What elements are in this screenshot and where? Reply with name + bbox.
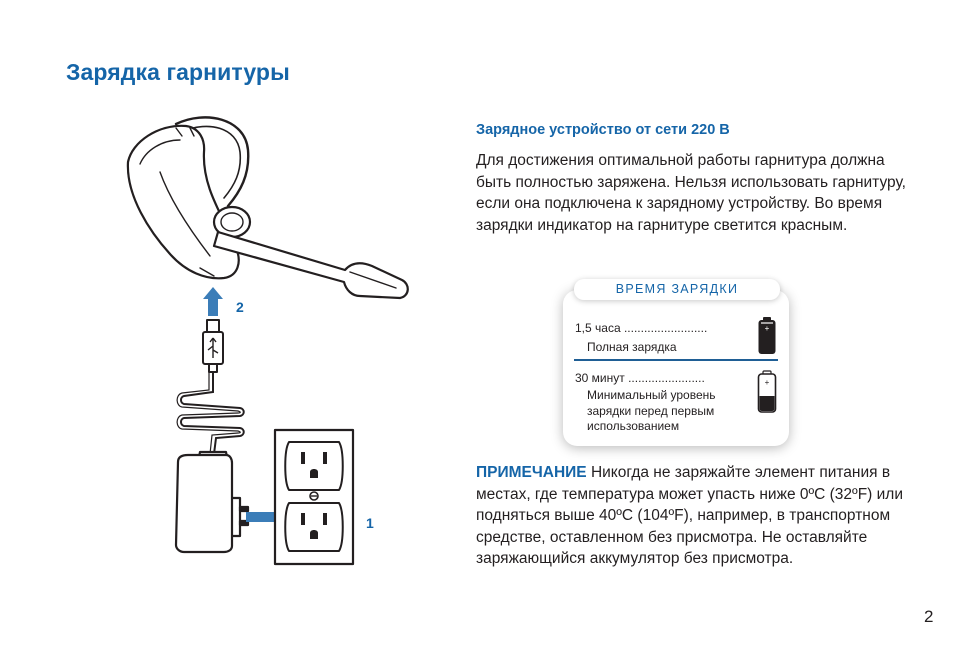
- charging-illustration: [120, 112, 420, 572]
- usb-plug-icon: [203, 320, 223, 372]
- charge-row-time: 30 минут .......................: [575, 371, 705, 385]
- page-number: 2: [924, 607, 934, 626]
- charge-row-description: Полная зарядка: [587, 340, 677, 354]
- charge-row-description: Минимальный уровень зарядки перед первым использованием: [587, 388, 716, 433]
- charger-heading: Зарядное устройство от сети 220 В: [476, 122, 730, 138]
- note-text: Никогда не заряжайте элемент питания в местах, где температура может упасть ниже 0ºC (32ºF) или подняться выше 40ºC (104ºF), например, в транспортном средстве, оставленном без присмотра. Не оставляйте заряжающийся аккумулятор без присмотра.: [476, 464, 904, 568]
- page-title: Зарядка гарнитуры: [66, 59, 290, 85]
- svg-text:+: +: [764, 378, 770, 387]
- charging-time-header: ВРЕМЯ ЗАРЯДКИ: [574, 279, 780, 300]
- step-2-label: 2: [236, 299, 244, 315]
- step-1-label: 1: [366, 515, 374, 531]
- row-divider: [574, 359, 778, 361]
- charger-paragraph: Для достижения оптимальной работы гарнитура должна быть полностью заряжена. Нельзя использовать гарнитуру, если она подключена к зарядному устройству. Во время зарядки индикатор на гарнитуре светится красным.: [476, 152, 906, 234]
- charge-row-time: 1,5 часа .........................: [575, 321, 708, 335]
- arrow-up-icon: [203, 287, 223, 316]
- wall-charger-icon: [176, 452, 248, 552]
- note-label: ПРИМЕЧАНИЕ: [476, 464, 587, 481]
- cable-icon: [177, 372, 244, 454]
- headset-icon: [128, 117, 408, 298]
- power-outlet-icon: [275, 430, 353, 564]
- svg-text:+: +: [764, 324, 770, 333]
- battery-partial-icon: [757, 370, 777, 414]
- battery-full-icon: [757, 316, 777, 356]
- note-paragraph: [476, 462, 916, 570]
